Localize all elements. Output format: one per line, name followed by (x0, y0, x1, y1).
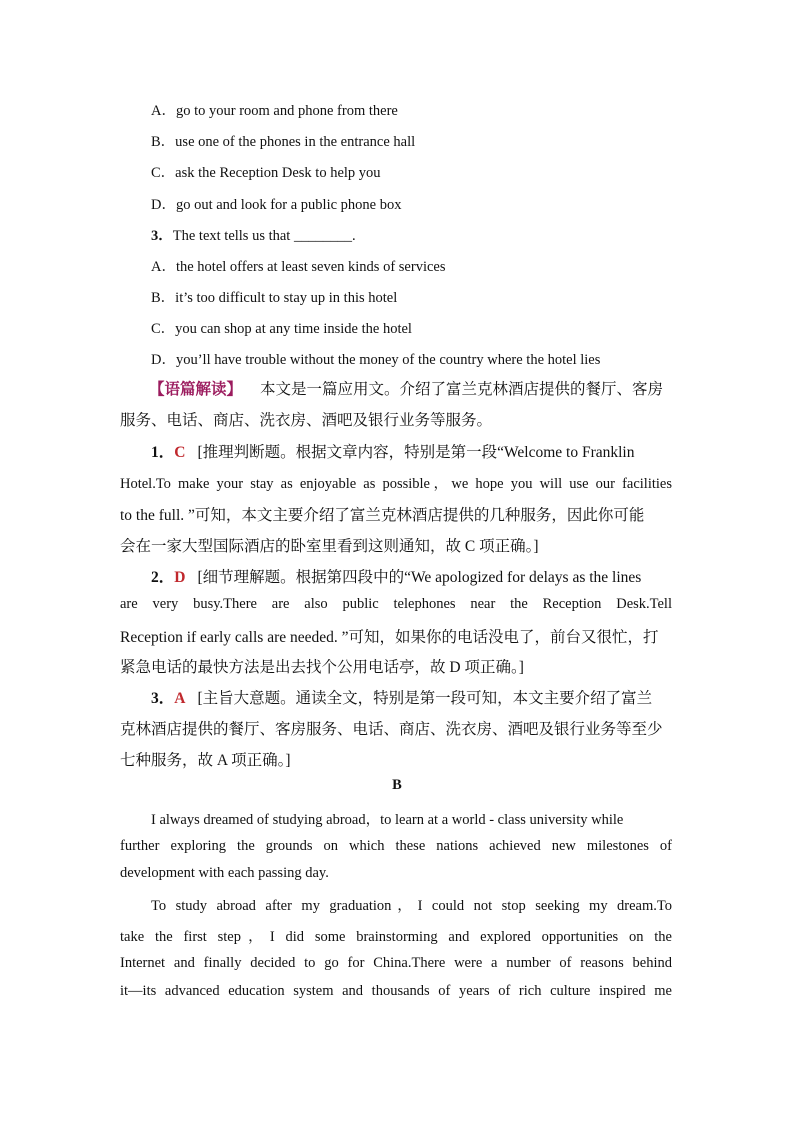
explanation-3-number: 3． (151, 690, 175, 707)
analysis-text-1: 本文是一篇应用文。介绍了富兰克林酒店提供的餐厅、客房 (260, 381, 664, 398)
explanation-1-first-line (151, 440, 634, 462)
explanation-2-line-1: [细节理解题。根据第四段中的“We apologized for delays as the lines (197, 569, 642, 586)
explanation-3-answer: A (174, 690, 186, 707)
explanation-1-number: 1． (151, 444, 175, 461)
explanation-1-line-3: to the full. ”可知，本文主要介绍了富兰克林酒店提供的几种服务，因此你可能 (120, 507, 645, 524)
section-b-para2-line-1: To study abroad after my graduation，I could not stop seeking my dream.To (151, 898, 672, 914)
section-b-heading: B (392, 777, 402, 793)
explanation-3-line-3: 七种服务，故 A 项正确。] (120, 752, 291, 769)
section-b-para2-line-2: take the first step，I did some brainstorming and explored opportunities on the (120, 929, 672, 945)
explanation-3-line-1: [主旨大意题。通读全文，特别是第一段可知，本文主要介绍了富兰 (197, 690, 653, 707)
q2-option-d: D．go out and look for a public phone box (151, 197, 402, 213)
q2-option-a: A．go to your room and phone from there (151, 103, 398, 119)
q2-option-b: B．use one of the phones in the entrance hall (151, 134, 416, 150)
analysis-tag: 【语篇解读】 (149, 381, 243, 398)
explanation-1-answer: C (174, 444, 186, 461)
question-3-stem: The text tells us that ________. (172, 228, 356, 244)
q2-option-c: C．ask the Reception Desk to help you (151, 165, 381, 181)
q3-option-a: A．the hotel offers at least seven kinds of services (151, 259, 446, 275)
explanation-1-line-2: Hotel.To make your stay as enjoyable as possible，we hope you will use our facilities (120, 476, 672, 492)
explanation-3-first-line (151, 686, 652, 708)
q3-option-c: C．you can shop at any time inside the hotel (151, 321, 412, 337)
explanation-2-first-line (151, 565, 641, 587)
question-3-number: 3． (151, 228, 173, 244)
analysis-line-1 (149, 377, 663, 399)
explanation-3-line-2: 克林酒店提供的餐厅、客房服务、电话、商店、洗衣房、酒吧及银行业务等至少 (120, 721, 663, 738)
section-b-para1-line-2: further exploring the grounds on which these nations achieved new milestones of (120, 838, 672, 854)
explanation-1-line-1: [推理判断题。根据文章内容，特别是第一段“Welcome to Franklin (197, 444, 635, 461)
section-b-para2-line-3: Internet and finally decided to go for China.There were a number of reasons behind (120, 955, 672, 971)
question-3 (151, 224, 356, 245)
section-b-para1-line-3: development with each passing day. (120, 865, 329, 881)
analysis-line-2: 服务、电话、商店、洗衣房、酒吧及银行业务等服务。 (120, 412, 493, 429)
explanation-2-line-2: are very busy.There are also public telephones near the Reception Desk.Tell (120, 596, 672, 612)
q3-option-b: B．it’s too difficult to stay up in this hotel (151, 290, 398, 306)
explanation-2-answer: D (174, 569, 186, 586)
explanation-2-line-4: 紧急电话的最快方法是出去找个公用电话亭，故 D 项正确。] (120, 659, 524, 676)
explanation-2-line-3: Reception if early calls are needed. ”可知，如果你的电话没电了，前台又很忙，打 (120, 629, 659, 646)
explanation-1-line-4: 会在一家大型国际酒店的卧室里看到这则通知，故 C 项正确。] (120, 538, 539, 555)
explanation-2-number: 2． (151, 569, 175, 586)
section-b-para1-line-1: I always dreamed of studying abroad，to learn at a world - class university while (151, 812, 624, 828)
q3-option-d: D．you’ll have trouble without the money of the country where the hotel lies (151, 352, 601, 368)
section-b-para2-line-4: it—its advanced education system and thousands of years of rich culture inspired me (120, 983, 672, 999)
